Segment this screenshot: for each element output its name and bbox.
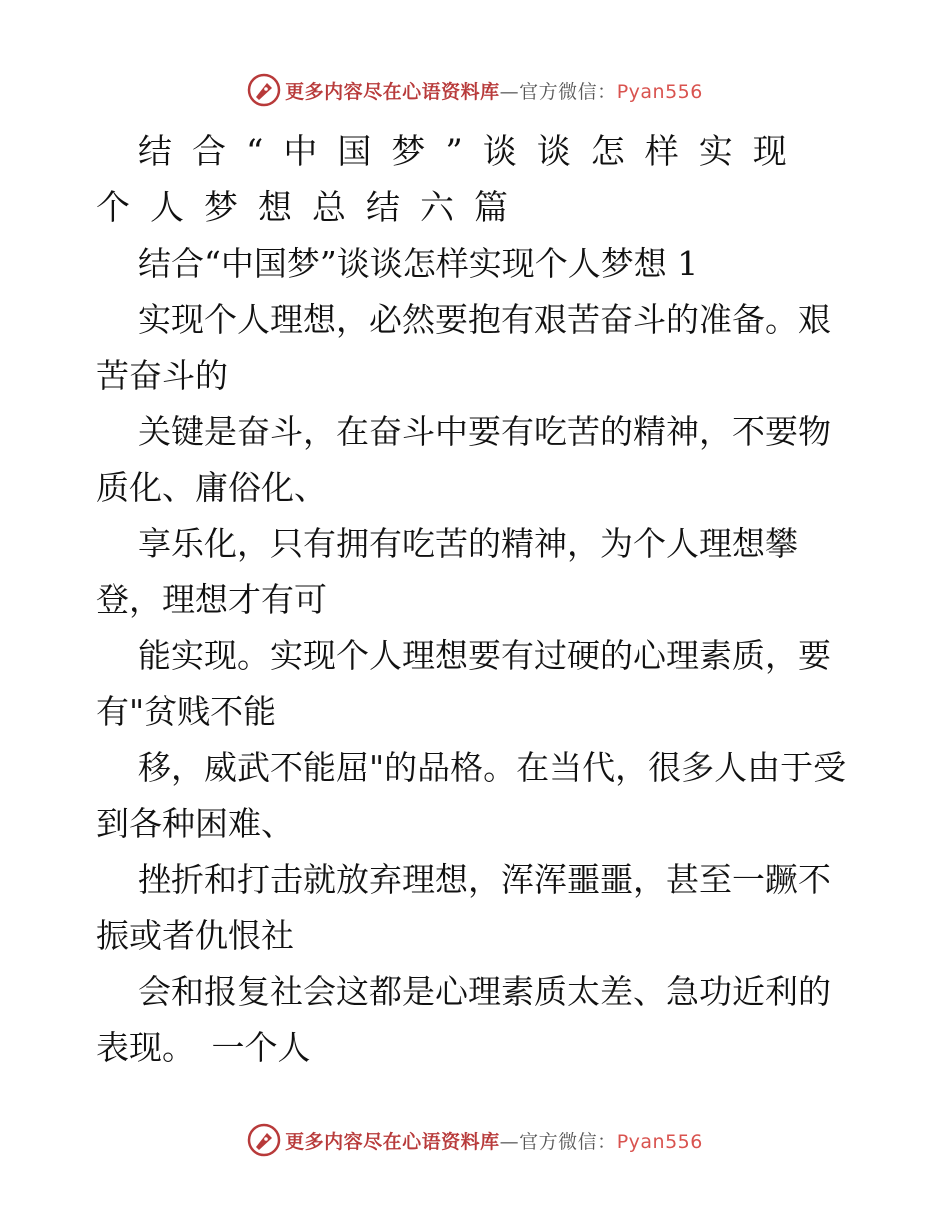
banner-wechat-label: 官方微信：	[519, 1130, 617, 1153]
banner-main-text: 更多内容尽在心语资料库	[285, 1130, 500, 1153]
document-subtitle: 结合“中国梦”谈谈怎样实现个人梦想 1	[138, 244, 699, 283]
banner-text	[285, 77, 703, 104]
paragraph: 享乐化，只有拥有吃苦的精神，为个人理想攀登，理想才有可	[96, 524, 798, 619]
pen-nib-logo-icon	[247, 73, 281, 107]
banner-wechat-label: 官方微信：	[519, 80, 617, 103]
paragraph: 移，威武不能屈"的品格。在当代，很多人由于受到各种困难、	[96, 748, 847, 843]
banner-separator: —	[499, 80, 520, 103]
banner-text	[285, 1127, 703, 1154]
document-title: 结合“中国梦”谈谈怎样实现个人梦想总结六篇	[96, 132, 807, 228]
paragraph: 会和报复社会这都是心理素质太差、急功近利的表现。 一个人	[96, 972, 831, 1067]
banner-wechat-id: Pyan556	[616, 1130, 703, 1153]
banner-separator: —	[499, 1130, 520, 1153]
banner-wechat-id: Pyan556	[616, 80, 703, 103]
banner-main-text: 更多内容尽在心语资料库	[285, 80, 500, 103]
pen-nib-logo-icon	[247, 1123, 281, 1157]
paragraph: 实现个人理想，必然要抱有艰苦奋斗的准备。艰苦奋斗的	[96, 300, 831, 395]
footer-banner	[0, 1120, 950, 1160]
paragraph: 挫折和打击就放弃理想，浑浑噩噩，甚至一蹶不振或者仇恨社	[96, 860, 831, 955]
header-banner	[0, 70, 950, 110]
document-body	[96, 124, 856, 1076]
paragraph: 能实现。实现个人理想要有过硬的心理素质，要有"贫贱不能	[96, 636, 831, 731]
paragraph: 关键是奋斗，在奋斗中要有吃苦的精神，不要物质化、庸俗化、	[96, 412, 831, 507]
